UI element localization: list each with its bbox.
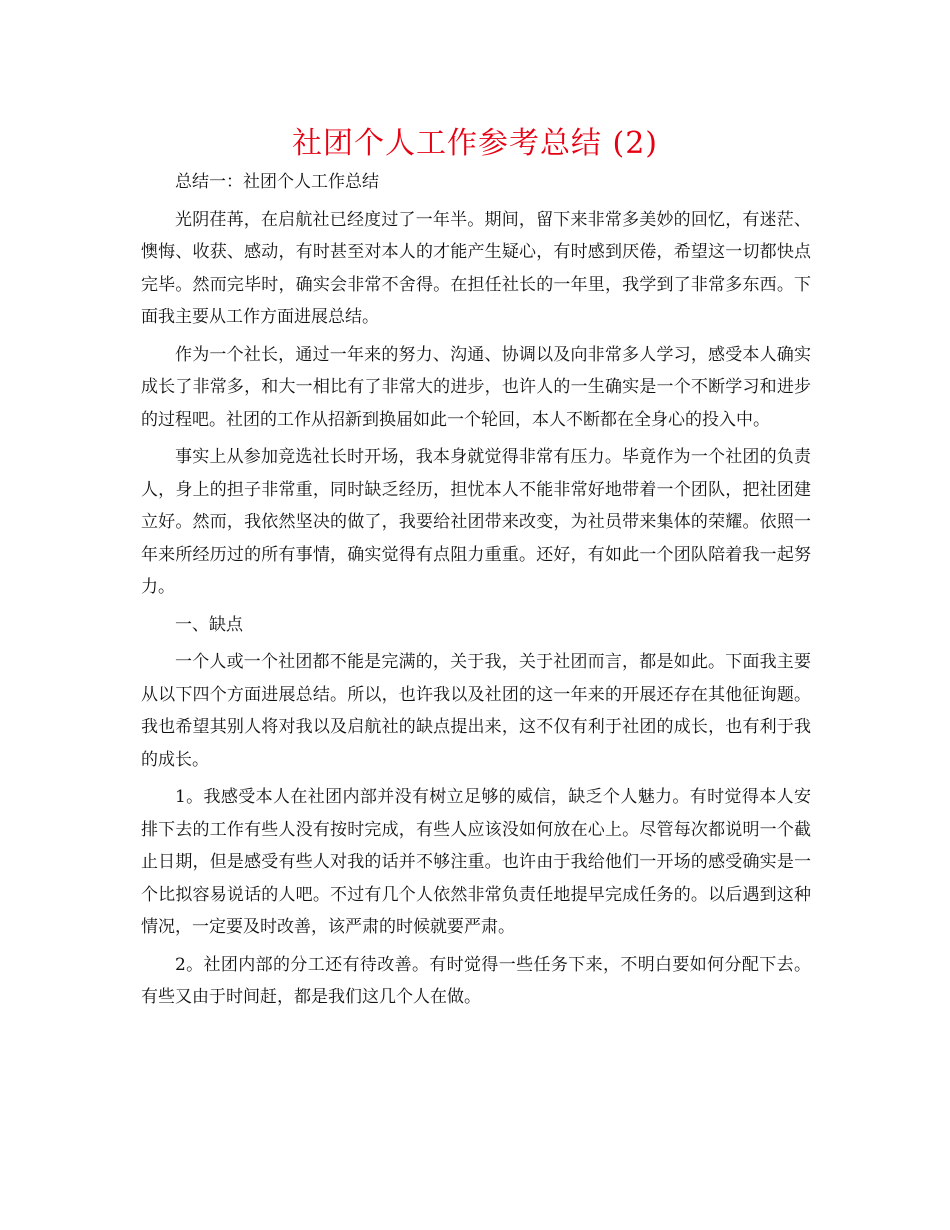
paragraph-subtitle: 总结一：社团个人工作总结 bbox=[175, 172, 379, 192]
document-title: 社团个人工作参考总结 (2) bbox=[291, 126, 659, 161]
paragraph: 事实上从参加竞选社长时开场，我本身就觉得非常有压力。毕竟作为一个社团的负责人，身上的担子非常重，同时缺乏经历，担忧本人不能非常好地带着一个团队，把社团建立好。然而，我依然坚决的做了，我要给社团带来改变，为社员带来集体的荣耀。依照一年来所经历过的所有事情，确实觉得有点阻力重重。还好，有如此一个团队陪着我一起努力。 bbox=[141, 447, 811, 597]
paragraph: 1。我感受本人在社团内部并没有树立足够的威信，缺乏个人魅力。有时觉得本人安排下去的工作有些人没有按时完成，有些人应该没如何放在心上。尽管每次都说明一个截止日期，但是感受有些人对我的话并不够注重。也许由于我给他们一开场的感受确实是一个比拟容易说话的人吧。不过有几个人依然非常负责任地提早完成任务的。以后遇到这种情况，一定要及时改善，该严肃的时候就要严肃。 bbox=[141, 787, 811, 937]
paragraph: 作为一个社长，通过一年来的努力、沟通、协调以及向非常多人学习，感受本人确实成长了非常多，和大一相比有了非常大的进步，也许人的一生确实是一个不断学习和进步的过程吧。社团的工作从招新到换届如此一个轮回，本人不断都在全身心的投入中。 bbox=[141, 344, 811, 430]
paragraph: 光阴荏苒，在启航社已经度过了一年半。期间，留下来非常多美妙的回忆，有迷茫、懊悔、收获、感动，有时甚至对本人的才能产生疑心，有时感到厌倦，希望这一切都快点完毕。然而完毕时，确实会非常不舍得。在担任社长的一年里，我学到了非常多东西。下面我主要从工作方面进展总结。 bbox=[141, 209, 811, 327]
paragraph: 2。社团内部的分工还有待改善。有时觉得一些任务下来，不明白要如何分配下去。有些又由于时间赶，都是我们这几个人在做。 bbox=[141, 954, 811, 1007]
section-heading: 一、缺点 bbox=[175, 614, 243, 635]
paragraph: 一个人或一个社团都不能是完满的，关于我，关于社团而言，都是如此。下面我主要从以下四个方面进展总结。所以，也许我以及社团的这一年来的开展还存在其他征询题。我也希望其别人将对我以及启航社的缺点提出来，这不仅有利于社团的成长，也有利于我的成长。 bbox=[141, 652, 811, 770]
document-body bbox=[141, 166, 811, 1019]
